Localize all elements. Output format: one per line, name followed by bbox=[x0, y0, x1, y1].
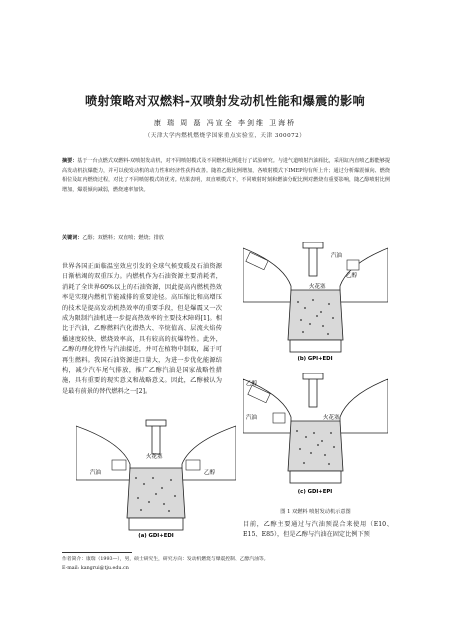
figure-a-gdi-edi bbox=[76, 418, 236, 538]
label-a-spark: 火花塞 bbox=[146, 454, 163, 460]
figure-b-gpi-edi bbox=[243, 242, 388, 362]
body-text-left: 世界各国正面临温室效应引发的全球气候变暖及石油资源日渐枯竭的双重压力。内燃机作为石油资源主要消耗者，消耗了全世界60%以上的石油资源，因此提高内燃机热效率是实现内燃机节能减排的重要途径。高压缩比和高增压的技术是提高发动机热效率的重要手段，但是爆震又一次成为限制汽油机进一步提高热效率的主要技术障碍[1]。相比于汽油，乙醇燃料汽化潜热大、辛烷值高、层流火焰传播速度较快、燃烧效率高，具有较高的抗爆特性。此外，乙醇的理化特性与汽油接近，并可在植物中制取，属于可再生燃料。我国石油资源进口量大，为进一步优化能源结构，减少汽车尾气排放，推广乙醇汽油是国家战略性措施，具有重要的现实意义和战略意义。因此，乙醇被认为是最有前景的替代燃料之一[2]。 bbox=[62, 263, 222, 395]
label-c-ethanol: 乙醇 bbox=[246, 381, 258, 387]
affiliation: （天津大学内燃机燃烧学国家重点实验室，天津 300072） bbox=[144, 133, 306, 139]
injector-a-right bbox=[186, 460, 200, 470]
author-list: 康 瑞 周 磊 冯宣全 李剑维 卫海桥 bbox=[153, 119, 297, 127]
injector-c-direct bbox=[273, 413, 285, 423]
label-c-spark: 火花塞 bbox=[323, 415, 340, 421]
label-c-gasoline: 汽油 bbox=[246, 415, 258, 421]
piston-a bbox=[129, 518, 183, 530]
footnote-email: E-mail: kangrui@tju.edu.cn bbox=[62, 565, 129, 571]
label-a-gasoline: 汽油 bbox=[90, 470, 102, 476]
paper-title: 喷射策略对双燃料-双喷射发动机性能和爆震的影响 bbox=[84, 94, 366, 108]
piston-b bbox=[290, 340, 341, 352]
injector-b-direct bbox=[347, 260, 359, 270]
abstract-label: 摘要： bbox=[62, 158, 78, 164]
label-b-ethanol: 乙醇 bbox=[346, 273, 358, 279]
footnote-rule bbox=[62, 552, 132, 553]
keywords bbox=[62, 234, 390, 241]
cylinder-b bbox=[288, 290, 343, 340]
label-a-ethanol: 乙醇 bbox=[204, 470, 216, 476]
body-text-right: 目前，乙醇主要通过与汽油预混合来使用（E10、E15、E85），但是乙醇与汽油在固定比例下预 bbox=[243, 521, 393, 539]
footnote bbox=[62, 556, 392, 573]
keywords-label: 关键词： bbox=[62, 235, 83, 241]
caption-b: (b) GPI+EDI bbox=[297, 356, 333, 362]
cylinder-c bbox=[288, 421, 343, 471]
keywords-text: 乙醇；双燃料；双直喷；燃烧；排放 bbox=[82, 235, 164, 241]
label-b-gasoline: 汽油 bbox=[331, 253, 343, 259]
label-b-spark: 火花塞 bbox=[309, 284, 326, 290]
piston-c bbox=[290, 471, 341, 483]
figure-caption: 图 1 双燃料 喷射发动机示意图 bbox=[280, 509, 351, 515]
caption-c: (c) GDI+EPI bbox=[297, 489, 333, 495]
abstract bbox=[62, 157, 390, 195]
caption-a: (a) GDI+EDI bbox=[138, 533, 174, 538]
abstract-text: 基于一台点燃式双燃料-双喷射发动机，对不同喷射模式及不同燃料比例进行了试验研究。与进气道喷射汽油相比，采用缸内直喷乙醇能够提高发动机抗爆能力，并可以使发动机的动力性和经济性获得改善。随着乙醇比例增加，各喷射模式下IMEP均有所上升；通过分析爆震倾向、燃烧相位及缸内燃烧过程，对比了不同喷射模式的优劣。结果表明，双直喷模式下，不同喷射时刻和燃油分配比例对燃烧有重要影响，随乙醇喷射比例增加，爆震倾向减弱，燃烧速率加快。 bbox=[62, 158, 390, 193]
figure-c-gdi-epi bbox=[243, 373, 388, 495]
footnote-author-bio: 作者简介：康瑞（1993—），男，硕士研究生，研究方向：发动机燃烧与爆震控制、乙醇汽油等。 bbox=[62, 557, 269, 562]
injector-a-left bbox=[112, 460, 126, 470]
